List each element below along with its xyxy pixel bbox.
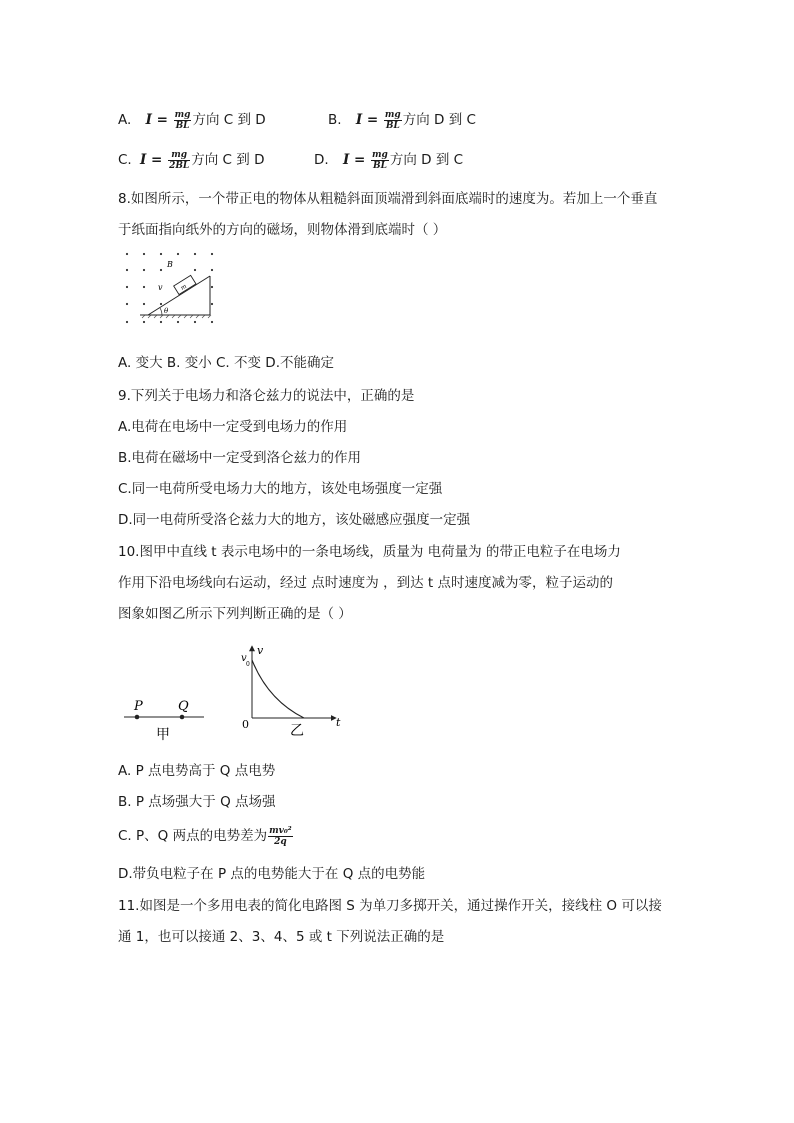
q10-figure-jia bbox=[120, 692, 206, 742]
t-axis-label: t bbox=[336, 716, 341, 729]
q8-stem-line1: 8.如图所示，一个带正电的物体从粗糙斜面顶端滑到斜面底端时的速度为。若加上一个垂直 bbox=[118, 191, 658, 207]
q8-incline-figure bbox=[118, 246, 222, 330]
q7-option-d: D. I = $\frac{mg}{BL}$ 方向 D 到 C bbox=[314, 149, 464, 171]
fraction: $\frac{mg}{BL}$ bbox=[384, 109, 401, 131]
q10-figure-yi-vt-graph bbox=[234, 640, 346, 740]
velocity-label-v: v bbox=[158, 283, 163, 292]
origin-label: 0 bbox=[242, 718, 249, 731]
q10-stem-line2: 作用下沿电场线向右运动，经过 点时速度为 ，到达 t 点时速度减为零，粒子运动的 bbox=[118, 575, 613, 591]
q10-option-b: B. P 点场强大于 Q 点场强 bbox=[118, 794, 276, 810]
q9-option-d: D.同一电荷所受洛仑兹力大的地方，该处磁感应强度一定强 bbox=[118, 512, 471, 528]
v0-subscript: 0 bbox=[246, 661, 250, 668]
angle-label-theta: θ bbox=[164, 307, 169, 315]
q10-option-c: C. P、Q 两点的电势差为 $\frac{\text{mv₀²}}{2q}$ bbox=[118, 825, 292, 847]
q9-option-a: A.电荷在电场中一定受到电场力的作用 bbox=[118, 419, 348, 435]
figure-caption-yi: 乙 bbox=[290, 723, 304, 739]
q11-stem-line2: 通 1，也可以接通 2、3、4、5 或 t 下列说法正确的是 bbox=[118, 929, 445, 945]
inclined-plane bbox=[140, 276, 210, 315]
field-label-b: B bbox=[167, 260, 173, 269]
q7-option-b: B. I = $\frac{mg}{BL}$ 方向 D 到 C bbox=[328, 109, 476, 131]
fraction: $\frac{mg}{2BL}$ bbox=[169, 149, 190, 171]
fraction: $\frac{mg}{BL}$ bbox=[372, 149, 388, 171]
point-q-label: Q bbox=[178, 699, 189, 714]
fraction: $\frac{mg}{BL}$ bbox=[174, 109, 191, 131]
q10-option-d: D.带负电粒子在 P 点的电势能大于在 Q 点的电势能 bbox=[118, 866, 426, 882]
figure-caption-jia: 甲 bbox=[156, 727, 170, 742]
svg-text:m: m bbox=[179, 282, 189, 292]
q7-option-c: C. I = $\frac{mg}{2BL}$ 方向 C 到 D bbox=[118, 149, 265, 171]
q9-stem: 9.下列关于电场力和洛仑兹力的说法中，正确的是 bbox=[118, 388, 415, 404]
q10-stem-line3: 图象如图乙所示下列判断正确的是（ ） bbox=[118, 606, 352, 622]
v0-label: v bbox=[241, 653, 247, 664]
q11-stem-line1: 11.如图是一个多用电表的简化电路图 S 为单刀多掷开关，通过操作开关，接线柱 O 可以接 bbox=[118, 898, 662, 914]
q9-option-b: B.电荷在磁场中一定受到洛仑兹力的作用 bbox=[118, 450, 362, 466]
q9-option-c: C.同一电荷所受电场力大的地方，该处电场强度一定强 bbox=[118, 481, 443, 497]
v-axis-label: v bbox=[257, 644, 264, 657]
point-p-label: P bbox=[134, 699, 143, 714]
fraction: $\frac{\text{mv₀²}}{2q}$ bbox=[269, 825, 292, 847]
q10-option-a: A. P 点电势高于 Q 点电势 bbox=[118, 763, 276, 779]
q10-stem-line1: 10.图甲中直线 t 表示电场中的一条电场线，质量为 电荷量为 的带正电粒子在电场力 bbox=[118, 544, 621, 560]
velocity-curve bbox=[252, 660, 304, 718]
q7-option-a: A. I = $\frac{mg}{BL}$ 方向 C 到 D bbox=[118, 109, 266, 131]
angle-arc bbox=[160, 308, 162, 315]
q8-options: A. 变大 B. 变小 C. 不变 D.不能确定 bbox=[118, 355, 334, 371]
q8-stem-line2: 于纸面指向纸外的方向的磁场，则物体滑到底端时（ ） bbox=[118, 222, 447, 238]
